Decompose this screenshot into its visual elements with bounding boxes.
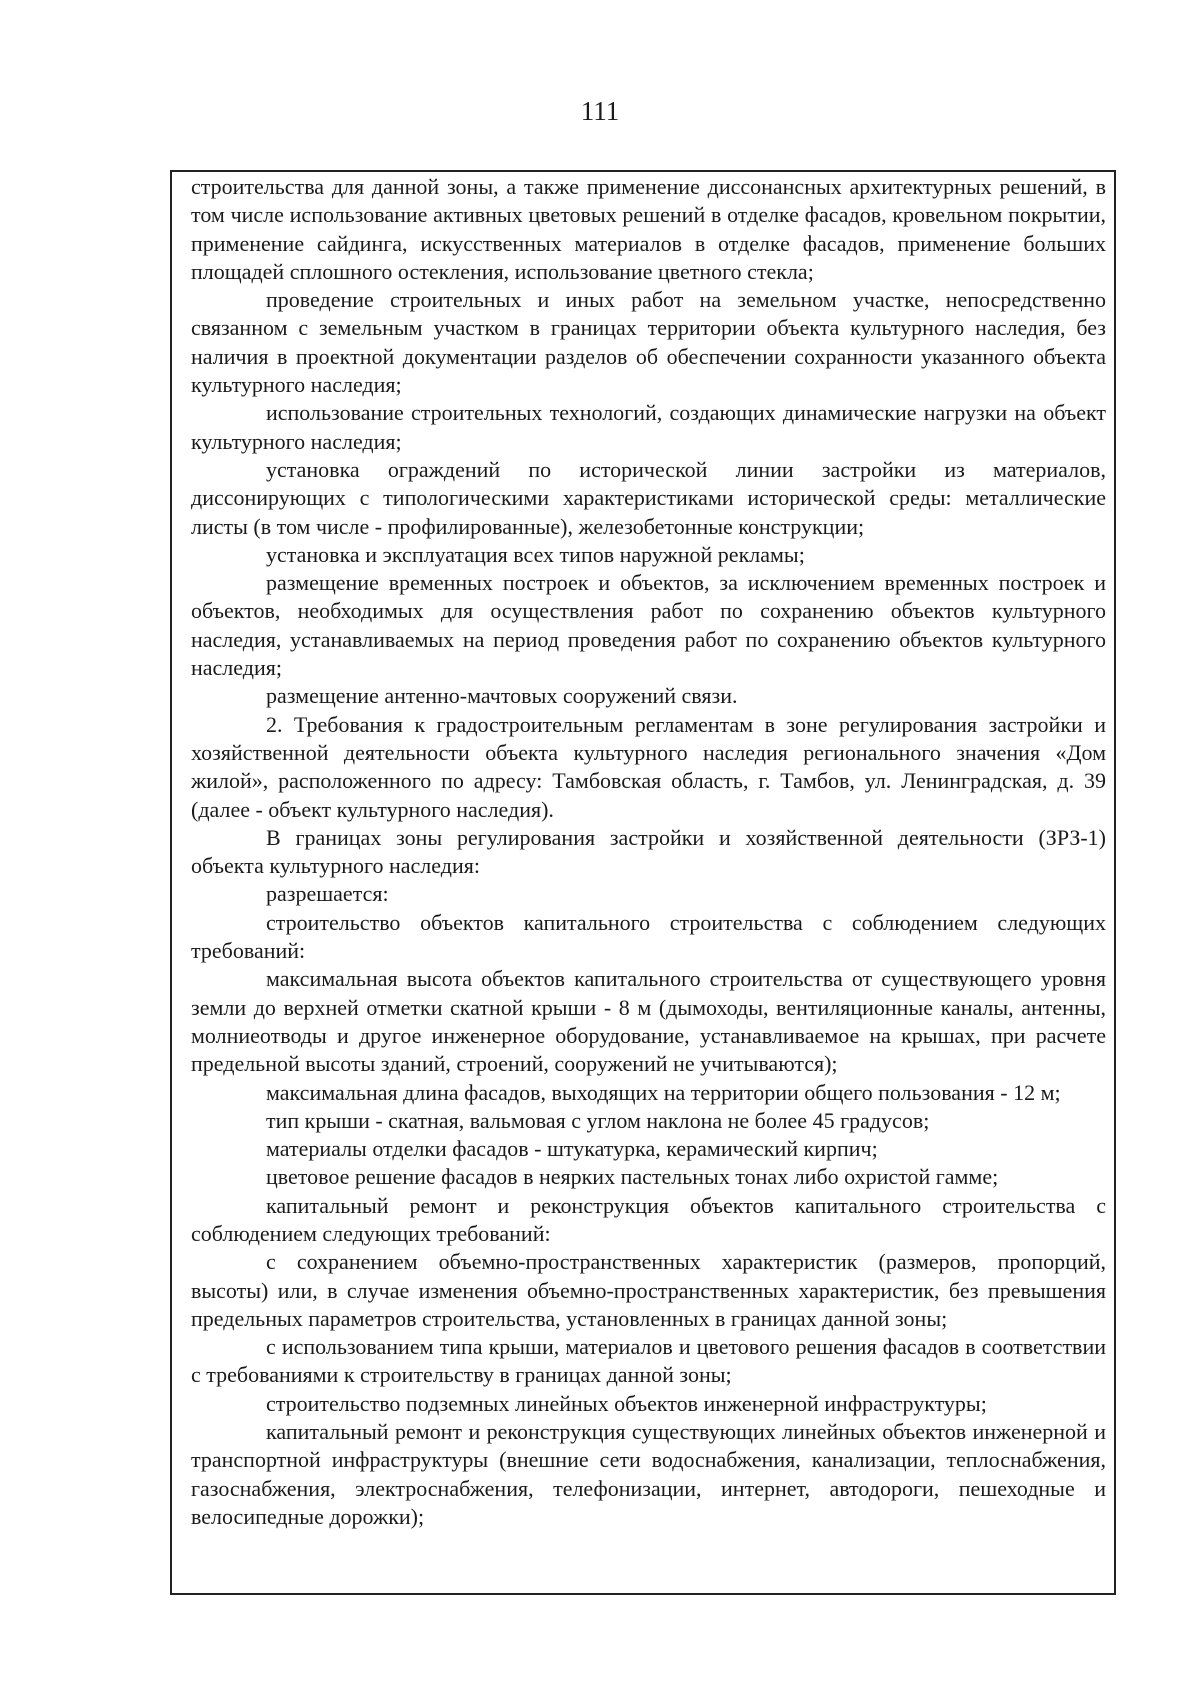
paragraph-12: максимальная высота объектов капитального строительства от существующего уровня земли до верхней отметки скатной крыши - 8 м (дымоходы, вентиляционные каналы, антенны, молниеотводы и другое инженерное оборудование, устанавливаемое на крышах, при расчете предельной высоты зданий, строений, сооружений не учитываются);	[191, 966, 1106, 1077]
paragraph-7: размещение антенно-мачтовых сооружений связи.	[266, 683, 738, 709]
page-number: 111	[580, 96, 620, 126]
paragraph-21: капитальный ремонт и реконструкция существующих линейных объектов инженерной и транспортной инфраструктуры (внешние сети водоснабжения, канализации, теплоснабжения, газоснабжения, электроснабжения, телефонизации, интернет, автодороги, пешеходные и велосипедные дорожки);	[191, 1419, 1106, 1529]
paragraph-10: разрешается:	[266, 881, 389, 907]
paragraph-17: капитальный ремонт и реконструкция объектов капитального строительства с соблюдением следующих требований:	[191, 1192, 1106, 1246]
paragraph-8: 2. Требования к градостроительным регламентам в зоне регулирования застройки и хозяйственной деятельности объекта культурного наследия регионального значения «Дом жилой», расположенного по адресу: Тамбовская область, г. Тамбов, ул. Ленинградская, д. 39 (далее - объект культурного наследия).	[191, 711, 1106, 822]
paragraph-9: В границах зоны регулирования застройки и хозяйственной деятельности (ЗРЗ-1) объекта культурного наследия:	[191, 824, 1106, 879]
paragraph-5: установка и эксплуатация всех типов наружной рекламы;	[266, 541, 805, 567]
paragraph-3: использование строительных технологий, создающих динамические нагрузки на объект культурного наследия;	[191, 400, 1106, 454]
document-text-frame	[170, 170, 1116, 1595]
paragraph-13: максимальная длина фасадов, выходящих на территории общего пользования - 12 м;	[266, 1079, 1061, 1105]
paragraph-2: проведение строительных и иных работ на земельном участке, непосредственно связанном с земельным участком в границах территории объекта культурного наследия, без наличия в проектной документации разделов об обеспечении сохранности указанного объекта культурного наследия;	[191, 287, 1106, 398]
paragraph-16: цветовое решение фасадов в неярких пастельных тонах либо охристой гамме;	[266, 1164, 999, 1190]
paragraph-6: размещение временных построек и объектов, за исключением временных построек и объектов, необходимых для осуществления работ по сохранению объектов культурного наследия, устанавливаемых на период проведения работ по сохранению объектов культурного наследия;	[191, 570, 1106, 681]
paragraph-19: с использованием типа крыши, материалов и цветового решения фасадов в соответствии с требованиями к строительству в границах данной зоны;	[191, 1334, 1106, 1388]
paragraph-11: строительство объектов капитального строительства с соблюдением следующих требований:	[191, 909, 1106, 964]
paragraph-20: строительство подземных линейных объектов инженерной инфраструктуры;	[266, 1390, 987, 1416]
paragraph-1: строительства для данной зоны, а также применение диссонансных архитектурных решений, в том числе использование активных цветовых решений в отделке фасадов, кровельном покрытии, применение сайдинга, искусственных материалов в отделке фасадов, применение больших площадей сплошного остекления, использование цветного стекла;	[191, 174, 1106, 284]
paragraph-4: установка ограждений по исторической линии застройки из материалов, диссонирующих с типологическими характеристиками исторической среды: металлические листы (в том числе - профилированные), железобетонные конструкции;	[191, 456, 1106, 539]
paragraph-15: материалы отделки фасадов - штукатурка, керамический кирпич;	[266, 1136, 878, 1162]
paragraph-18: с сохранением объемно-пространственных характеристик (размеров, пропорций, высоты) или, в случае изменения объемно-пространственных характеристик, без превышения предельных параметров строительства, установленных в границах данной зоны;	[191, 1249, 1106, 1331]
paragraph-14: тип крыши - скатная, вальмовая с углом наклона не более 45 градусов;	[266, 1107, 930, 1133]
